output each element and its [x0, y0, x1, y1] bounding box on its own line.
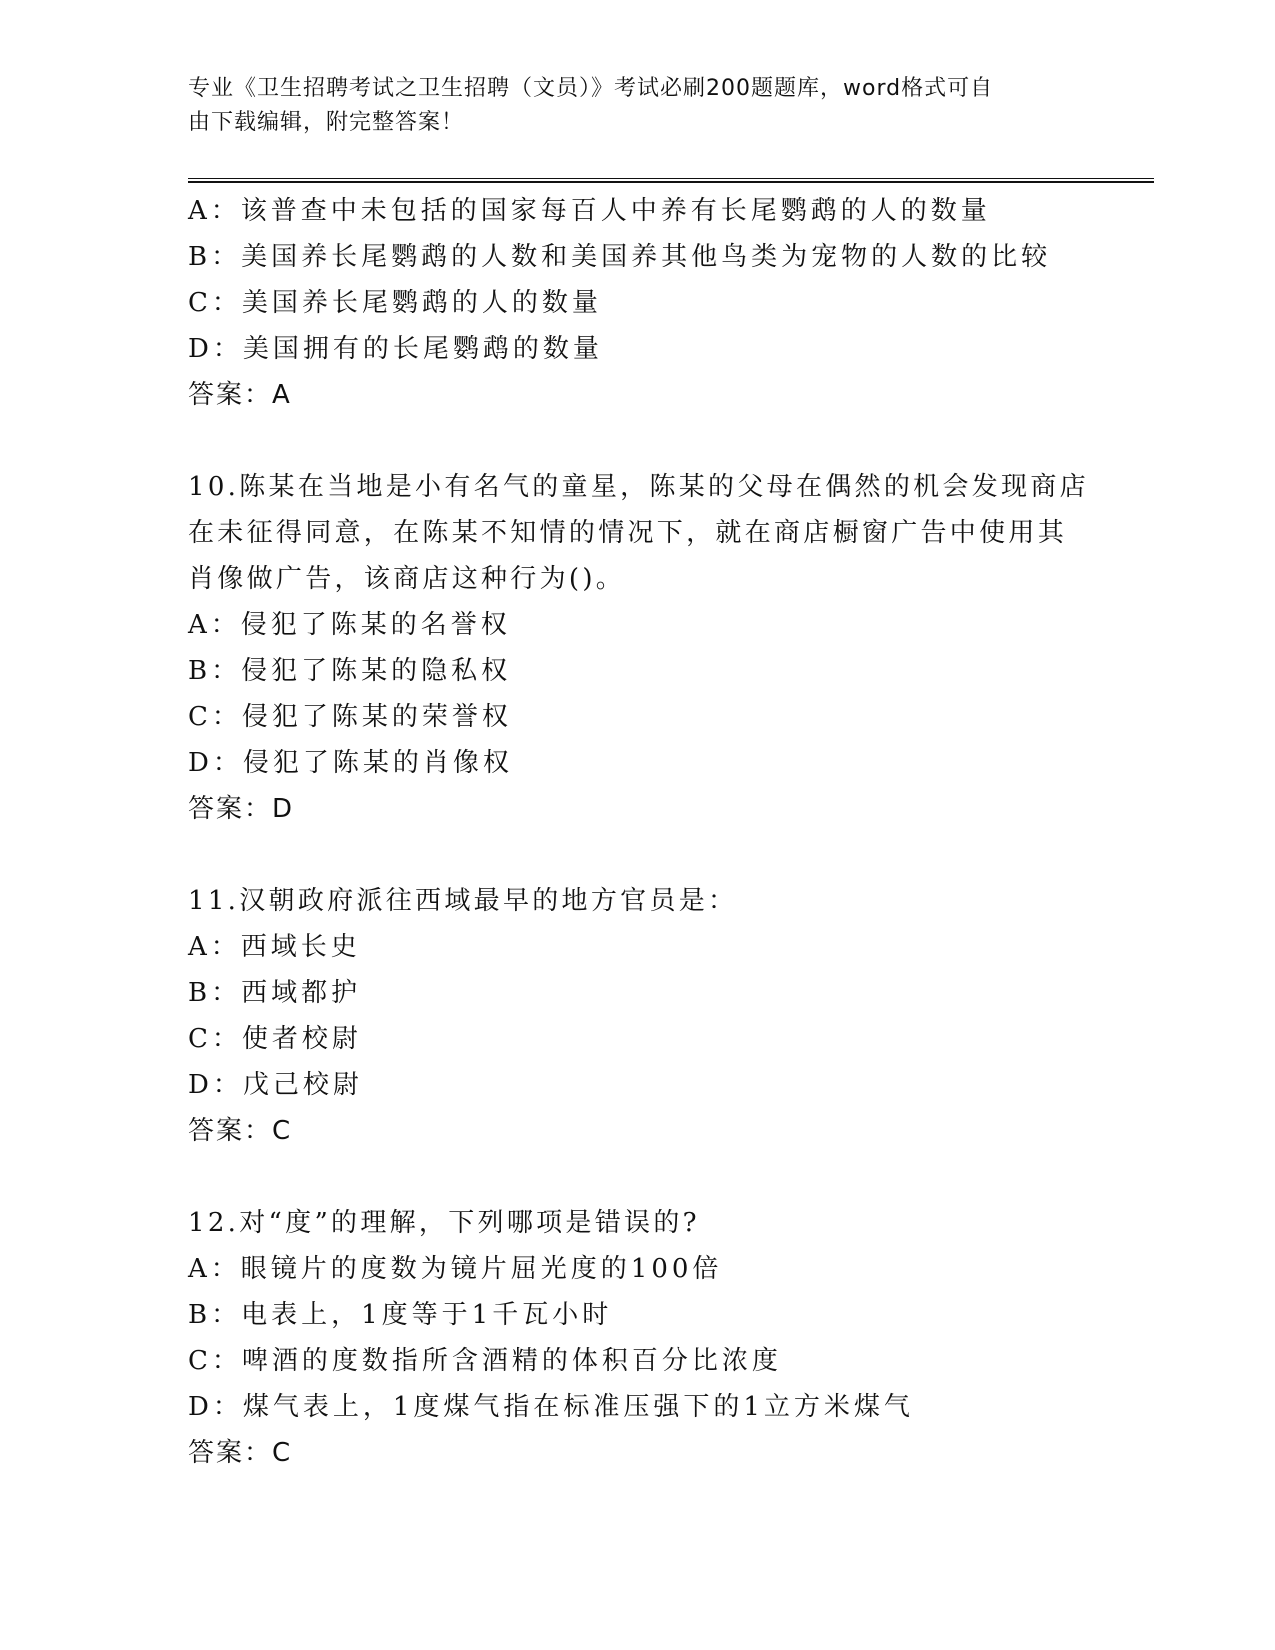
stem-line: 12.对“度”的理解，下列哪项是错误的? [188, 1208, 700, 1238]
header-divider-thin [188, 178, 1154, 179]
header-line-1: 专业《卫生招聘考试之卫生招聘（文员）》考试必刷200题题库，word格式可自 [188, 76, 994, 101]
question-9 [188, 188, 1128, 418]
question-11 [188, 878, 1128, 1154]
stem-line: 11.汉朝政府派往西域最早的地方官员是： [188, 886, 738, 916]
question-12 [188, 1200, 1128, 1476]
question-stem [188, 878, 1128, 924]
stem-line: 肖像做广告，该商店这种行为()。 [188, 564, 626, 594]
option-a: A：西域长史 [188, 932, 361, 962]
option-b: B：侵犯了陈某的隐私权 [188, 656, 512, 686]
option-a: A：侵犯了陈某的名誉权 [188, 610, 511, 640]
option-a: A：该普查中未包括的国家每百人中养有长尾鹦鹉的人的数量 [188, 196, 991, 226]
option-b: B：电表上，1度等于1千瓦小时 [188, 1300, 613, 1330]
option-d: D：煤气表上，1度煤气指在标准压强下的1立方米煤气 [188, 1392, 914, 1422]
option-c: C：啤酒的度数指所含酒精的体积百分比浓度 [188, 1346, 782, 1376]
option-c: C：使者校尉 [188, 1024, 362, 1054]
option-d: D：戊己校尉 [188, 1070, 363, 1100]
answer: 答案：C [188, 1438, 293, 1468]
document-header [188, 72, 1068, 140]
option-c: C：美国养长尾鹦鹉的人的数量 [188, 288, 602, 318]
question-stem [188, 464, 1128, 602]
answer: 答案：A [188, 380, 292, 410]
answer: 答案：C [188, 1116, 293, 1146]
option-d: D：美国拥有的长尾鹦鹉的数量 [188, 334, 603, 364]
option-a: A：眼镜片的度数为镜片屈光度的100倍 [188, 1254, 723, 1284]
option-d: D：侵犯了陈某的肖像权 [188, 748, 513, 778]
question-stem [188, 1200, 1128, 1246]
header-divider-thick [188, 181, 1154, 183]
question-10 [188, 464, 1128, 832]
header-line-2: 由下载编辑，附完整答案！ [188, 110, 465, 135]
question-list [188, 188, 1128, 1476]
answer: 答案：D [188, 794, 295, 824]
option-b: B：西域都护 [188, 978, 362, 1008]
stem-line: 在未征得同意，在陈某不知情的情况下，就在商店橱窗广告中使用其 [188, 518, 1068, 548]
stem-line: 10.陈某在当地是小有名气的童星，陈某的父母在偶然的机会发现商店 [188, 472, 1089, 502]
option-c: C：侵犯了陈某的荣誉权 [188, 702, 512, 732]
option-b: B：美国养长尾鹦鹉的人数和美国养其他鸟类为宠物的人数的比较 [188, 242, 1052, 272]
